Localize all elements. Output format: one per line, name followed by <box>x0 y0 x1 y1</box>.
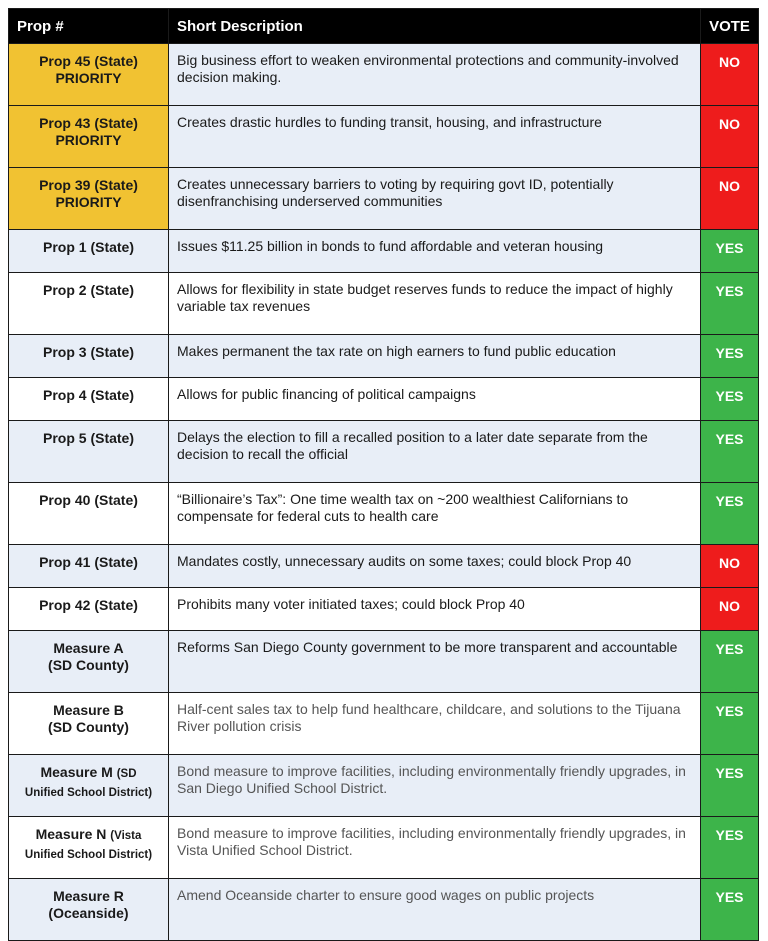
description-text: Bond measure to improve facilities, including environmentally friendly upgrades, in Vista Unified School District. <box>177 825 686 858</box>
prop-name: Prop 42 (State) <box>39 597 138 613</box>
description-cell: Delays the election to fill a recalled position to a later date separate from the decision to recall the official <box>169 421 701 483</box>
vote-badge: YES <box>701 378 759 421</box>
prop-cell <box>9 545 169 588</box>
vote-badge: NO <box>701 106 759 168</box>
description-text: Half-cent sales tax to help fund healthcare, childcare, and solutions to the Tijuana River pollution crisis <box>177 701 681 734</box>
prop-scope: PRIORITY <box>55 70 122 86</box>
prop-name: Prop 43 (State) <box>39 115 138 131</box>
vote-badge: YES <box>701 817 759 879</box>
prop-scope-prefix: (Vista <box>110 830 142 842</box>
vote-badge: YES <box>701 879 759 941</box>
prop-name: Prop 1 (State) <box>42 239 134 255</box>
prop-name: Prop 5 (State) <box>42 430 134 446</box>
prop-name: Prop 2 (State) <box>42 282 134 298</box>
ballot-table <box>8 8 759 941</box>
description-cell <box>169 817 701 879</box>
prop-cell <box>9 693 169 755</box>
description-cell <box>169 879 701 941</box>
vote-badge: YES <box>701 273 759 335</box>
prop-cell <box>9 755 169 817</box>
table-row <box>9 483 759 545</box>
table-row <box>9 421 759 483</box>
header-row <box>9 9 759 44</box>
vote-badge: YES <box>701 421 759 483</box>
prop-cell <box>9 631 169 693</box>
description-cell <box>169 755 701 817</box>
description-cell: Issues $11.25 billion in bonds to fund affordable and veteran housing <box>169 230 701 273</box>
prop-cell <box>9 44 169 106</box>
description-cell: Allows for public financing of political campaigns <box>169 378 701 421</box>
description-cell <box>169 693 701 755</box>
prop-name: Measure R <box>53 888 124 904</box>
prop-cell <box>9 168 169 230</box>
description-cell: Makes permanent the tax rate on high earners to fund public education <box>169 335 701 378</box>
header-prop: Prop # <box>9 9 169 44</box>
prop-scope: PRIORITY <box>55 194 122 210</box>
description-text: Bond measure to improve facilities, including environmentally friendly upgrades, in San Diego Unified School District. <box>177 763 686 796</box>
prop-cell <box>9 588 169 631</box>
table-row <box>9 755 759 817</box>
header-vote: VOTE <box>701 9 759 44</box>
prop-name: Measure M <box>40 764 113 780</box>
prop-name: Prop 39 (State) <box>39 177 138 193</box>
prop-cell <box>9 483 169 545</box>
vote-badge: NO <box>701 44 759 106</box>
prop-scope: Unified School District) <box>24 849 153 861</box>
table-row <box>9 817 759 879</box>
vote-badge: YES <box>701 230 759 273</box>
prop-name: Prop 40 (State) <box>39 492 138 508</box>
table-row <box>9 106 759 168</box>
prop-name: Prop 4 (State) <box>42 387 134 403</box>
prop-cell <box>9 230 169 273</box>
vote-badge: YES <box>701 693 759 755</box>
prop-cell <box>9 817 169 879</box>
prop-scope: (Oceanside) <box>48 905 129 921</box>
vote-badge: NO <box>701 588 759 631</box>
table-row <box>9 273 759 335</box>
vote-badge: YES <box>701 483 759 545</box>
prop-cell <box>9 378 169 421</box>
prop-scope: (SD County) <box>48 719 129 735</box>
table-row <box>9 44 759 106</box>
table-row <box>9 168 759 230</box>
vote-badge: NO <box>701 545 759 588</box>
description-cell: Reforms San Diego County government to be more transparent and accountable <box>169 631 701 693</box>
table-row <box>9 693 759 755</box>
table-row <box>9 545 759 588</box>
prop-scope-prefix: (SD <box>116 768 137 780</box>
prop-name: Measure N <box>35 826 107 842</box>
prop-scope: PRIORITY <box>55 132 122 148</box>
table-row <box>9 230 759 273</box>
description-cell: Creates drastic hurdles to funding transit, housing, and infrastructure <box>169 106 701 168</box>
description-cell: Allows for flexibility in state budget reserves funds to reduce the impact of highly variable tax revenues <box>169 273 701 335</box>
description-cell: Prohibits many voter initiated taxes; could block Prop 40 <box>169 588 701 631</box>
prop-name: Prop 41 (State) <box>39 554 138 570</box>
vote-badge: YES <box>701 755 759 817</box>
prop-name: Measure A <box>53 640 124 656</box>
prop-cell <box>9 273 169 335</box>
vote-badge: NO <box>701 168 759 230</box>
prop-scope: Unified School District) <box>24 787 153 799</box>
description-cell: “Billionaire’s Tax”: One time wealth tax on ~200 wealthiest Californians to compensate for federal cuts to health care <box>169 483 701 545</box>
table-row <box>9 879 759 941</box>
description-cell: Mandates costly, unnecessary audits on some taxes; could block Prop 40 <box>169 545 701 588</box>
vote-badge: YES <box>701 631 759 693</box>
prop-cell <box>9 879 169 941</box>
vote-badge: YES <box>701 335 759 378</box>
table-row <box>9 631 759 693</box>
table-row <box>9 588 759 631</box>
description-cell: Big business effort to weaken environmental protections and community-involved decision making. <box>169 44 701 106</box>
prop-cell <box>9 335 169 378</box>
prop-cell <box>9 106 169 168</box>
description-text: Amend Oceanside charter to ensure good wages on public projects <box>177 887 595 903</box>
prop-name: Prop 45 (State) <box>39 53 138 69</box>
table-row <box>9 335 759 378</box>
header-description: Short Description <box>169 9 701 44</box>
prop-cell <box>9 421 169 483</box>
prop-name: Prop 3 (State) <box>42 344 134 360</box>
prop-name: Measure B <box>53 702 124 718</box>
description-cell: Creates unnecessary barriers to voting by requiring govt ID, potentially disenfranchising underserved communities <box>169 168 701 230</box>
prop-scope: (SD County) <box>48 657 129 673</box>
table-row <box>9 378 759 421</box>
